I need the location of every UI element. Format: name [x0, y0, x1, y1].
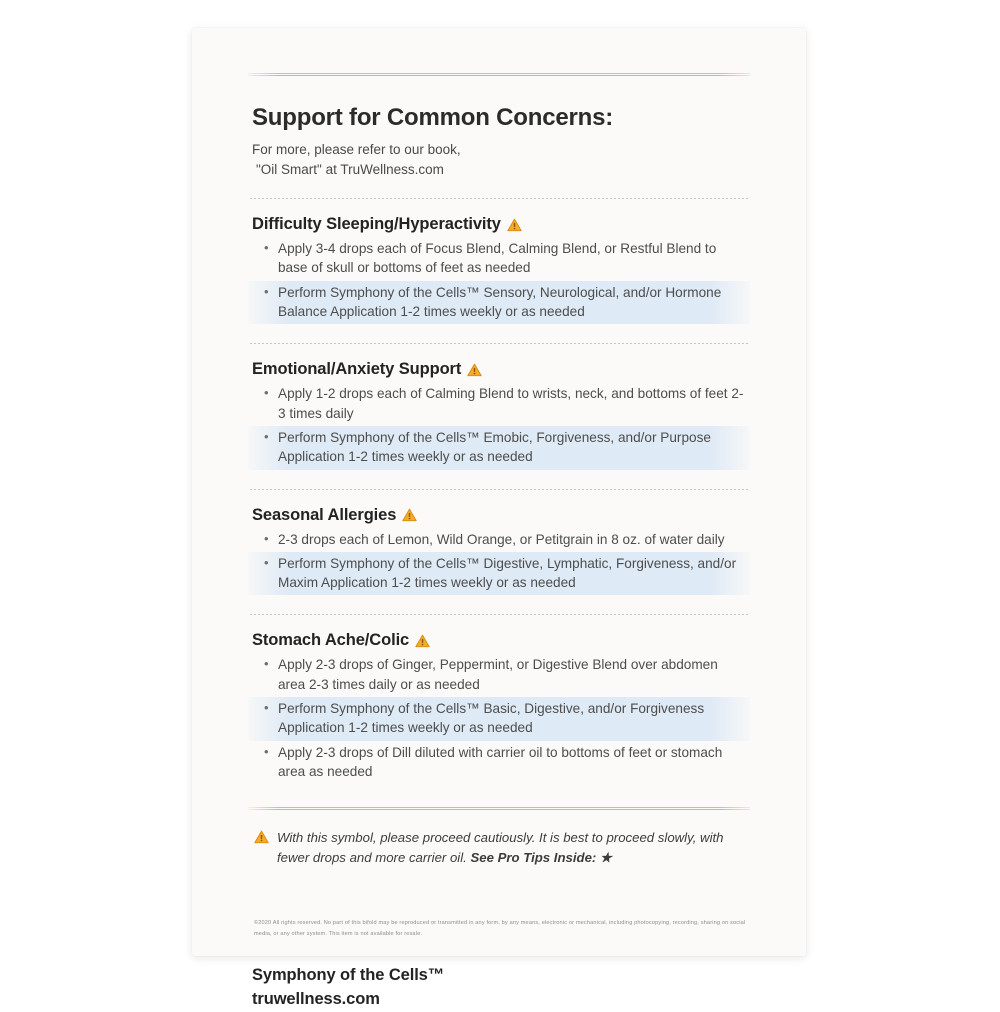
warning-triangle-icon [254, 830, 269, 844]
card-content [248, 28, 750, 1009]
section-stomach-ache-colic [248, 631, 750, 784]
section-heading-label: Seasonal Allergies [252, 505, 397, 524]
brand-name: Symphony of the Cells™ [252, 966, 445, 985]
list-item: • Apply 2-3 drops of Ginger, Peppermint, or Digestive Blend over abdomen area 2-3 times daily or as needed [248, 653, 750, 697]
section-bullet-list [248, 382, 750, 469]
section-heading-label: Stomach Ache/Colic [252, 631, 410, 650]
section-difficulty-sleeping [248, 215, 750, 324]
section-heading-label: Emotional/Anxiety Support [252, 360, 462, 379]
section-separator [250, 489, 750, 490]
disclaimer-text [277, 828, 729, 868]
page-subtitle [252, 140, 750, 179]
list-item: • Perform Symphony of the Cells™ Basic, Digestive, and/or Forgiveness Application 1-2 times weekly or as needed [248, 697, 750, 741]
warning-triangle-icon [467, 363, 482, 377]
list-item: • Apply 3-4 drops each of Focus Blend, Calming Blend, or Restful Blend to base of skull or bottoms of feet as needed [248, 237, 750, 281]
product-info-card [192, 28, 806, 1009]
gold-divider-top [248, 72, 750, 78]
section-bullet-list [248, 653, 750, 784]
section-separator [250, 614, 750, 615]
section-separator [250, 343, 750, 344]
section-separator [250, 198, 750, 199]
disclaimer-body: With this symbol, please proceed cautiously. It is best to proceed slowly, with fewer drops and more carrier oil. [277, 830, 724, 866]
warning-triangle-icon [507, 218, 522, 232]
list-item: • Apply 2-3 drops of Dill diluted with carrier oil to bottoms of feet or stomach area as needed [248, 741, 750, 785]
section-heading-label: Difficulty Sleeping/Hyperactivity [252, 215, 501, 234]
section-bullet-list [248, 237, 750, 324]
section-bullet-list [248, 528, 750, 596]
subtitle-line-2: "Oil Smart" at TruWellness.com [256, 161, 444, 177]
gold-divider-bottom [248, 806, 750, 812]
brand-website: truwellness.com [252, 990, 380, 1009]
section-seasonal-allergies [248, 506, 750, 596]
section-heading [252, 360, 750, 379]
list-item: • Perform Symphony of the Cells™ Sensory, Neurological, and/or Hormone Balance Application 1-2 times weekly or as needed [248, 281, 750, 325]
subtitle-line-1: For more, please refer to our book, [252, 142, 461, 157]
list-item: • Perform Symphony of the Cells™ Emobic, Forgiveness, and/or Purpose Application 1-2 times weekly or as needed [248, 426, 750, 470]
warning-triangle-icon [402, 508, 417, 522]
warning-triangle-icon [415, 634, 430, 648]
section-heading [252, 215, 750, 234]
page-title: Support for Common Concerns: [252, 104, 614, 131]
list-item: • Perform Symphony of the Cells™ Digestive, Lymphatic, Forgiveness, and/or Maxim Application 1-2 times weekly or as needed [248, 552, 750, 596]
section-heading [252, 631, 750, 650]
disclaimer-pro-tips: See Pro Tips Inside: ★ [470, 850, 612, 866]
list-item: • Apply 1-2 drops each of Calming Blend to wrists, neck, and bottoms of feet 2-3 times daily [248, 382, 750, 426]
list-item: • 2-3 drops each of Lemon, Wild Orange, or Petitgrain in 8 oz. of water daily [248, 528, 750, 552]
legal-copyright-text: ©2020 All rights reserved. No part of this bifold may be reproduced or transmitted in any form, by any means, electronic or mechanical, including photocopying, recording, sharing on social media, or any other system. This item is not available for resale. [254, 920, 746, 938]
disclaimer [254, 828, 750, 868]
section-emotional-anxiety [248, 360, 750, 469]
section-heading [252, 506, 750, 525]
brand-footer [252, 964, 750, 1012]
